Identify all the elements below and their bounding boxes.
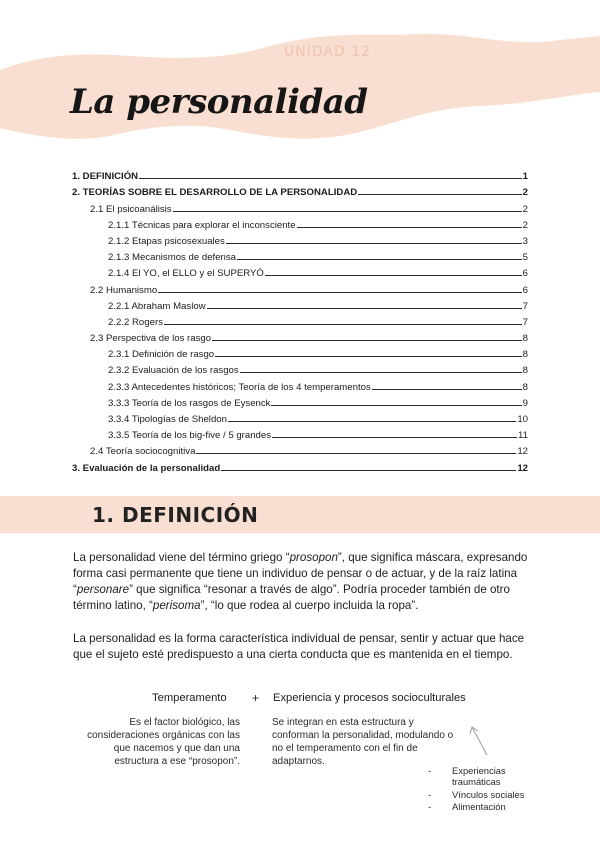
experiencia-label: Experiencia y procesos socioculturales	[273, 692, 466, 704]
list-item: - Experiencias traumáticas	[428, 765, 506, 787]
toc-entry-label: 2.1.3 Mecanismos de defensa	[108, 252, 236, 264]
unit-label: UNIDAD 12	[284, 44, 372, 60]
definition-paragraph: La personalidad viene del término griego “prosopon”, que significa máscara, expresando forma casi permanente que tiene un individuo de pensar o de actuar, y de la raíz latina “personare” que significa “resonar a través de algo”. Podría proceder también de otro término latino, “perisoma”, “lo que rodea al cuerpo incluida la ropa”.	[73, 551, 528, 612]
toc-entry-label: 3.3.4 Tipologías de Sheldon	[108, 414, 227, 425]
toc-entry-page: 2	[522, 219, 528, 231]
toc-entry-label: 2.1 El psicoanálisis	[90, 203, 172, 215]
toc-entry-page: 3	[522, 235, 528, 247]
temperamento-description: Es el factor biológico, las consideraciones orgánicas con las que nacemos y que dan una estructura a ese “prosopon”.	[87, 717, 240, 767]
toc-entry-page: 2	[522, 203, 528, 215]
toc-entry-label: 2.3.3 Antecedentes históricos; Teoría de los 4 temperamentos	[108, 381, 371, 393]
toc-entry-label: 2.1.4 El YO, el ELLO y el SUPERYÓ	[108, 268, 264, 280]
toc-entry-page: 5	[522, 252, 528, 264]
toc-entry-page: 2	[522, 187, 528, 199]
toc-entry-label: 3.3.3 Teoría de los rasgos de Eysenck	[108, 397, 271, 409]
toc-entry-label: 2.3.2 Evaluación de los rasgos	[108, 365, 239, 377]
toc-entry-page: 8	[522, 381, 528, 393]
toc-entry-label: 2.2.1 Abraham Maslow	[108, 300, 206, 312]
toc-entry-label: 2. TEORÍAS SOBRE EL DESARROLLO DE LA PERSONALIDAD	[72, 187, 358, 199]
toc-entry-page: 6	[522, 268, 528, 280]
toc-entry-label: 2.3 Perspectiva de los rasgo	[90, 333, 212, 345]
plus-sign: +	[252, 691, 260, 705]
toc-entry-label: 2.1.1 Técnicas para explorar el inconsciente	[108, 219, 296, 231]
toc-entry-page: 9	[522, 397, 528, 409]
toc-entry-page: 7	[522, 300, 528, 312]
toc-entry-page: 12	[517, 446, 528, 458]
toc-entry-label: 2.3.1 Definición de rasgo	[108, 349, 215, 361]
list-item: - Vínculos sociales	[428, 789, 525, 800]
toc-entry-label: 3. Evaluación de la personalidad	[72, 462, 221, 474]
toc-entry-label: 2.1.2 Etapas psicosexuales	[108, 235, 225, 247]
toc-entry-label: 2.4 Teoría sociocognitiva	[90, 446, 196, 458]
toc-entry-page: 10	[517, 414, 528, 425]
list-item: - Alimentación	[428, 801, 506, 812]
toc-entry-label: 2.2 Humanismo	[90, 284, 158, 296]
toc-entry-page: 6	[522, 284, 528, 296]
personality-paragraph: La personalidad es la forma característica individual de pensar, sentir y actuar que hace que el sujeto esté predispuesto a una cierta conducta que es mantenida en el tiempo.	[73, 632, 525, 661]
toc-entry-page: 1	[522, 171, 528, 183]
toc-entry-page: 8	[522, 365, 528, 377]
section-heading: 1. DEFINICIÓN	[92, 503, 259, 527]
toc-entry-label: 1. DEFINICIÓN	[72, 171, 139, 183]
toc-entry-page: 8	[522, 349, 528, 361]
factors-list	[428, 765, 542, 812]
temperamento-label: Temperamento	[152, 692, 227, 704]
toc-entry-page: 8	[522, 333, 528, 345]
toc-entry-label: 2.2.2 Rogers	[108, 316, 163, 328]
toc-entry-page: 11	[518, 430, 528, 442]
toc-entry-label: 3.3.5 Teoría de los big-five / 5 grandes	[108, 430, 272, 442]
experiencia-description: Se integran en esta estructura y conforman la personalidad, modulando o no el temperamento con el fin de adaptarnos.	[272, 717, 454, 767]
page-title: La personalidad	[70, 82, 368, 122]
toc-entry-page: 12	[517, 462, 528, 474]
toc-entry-page: 7	[522, 316, 528, 328]
